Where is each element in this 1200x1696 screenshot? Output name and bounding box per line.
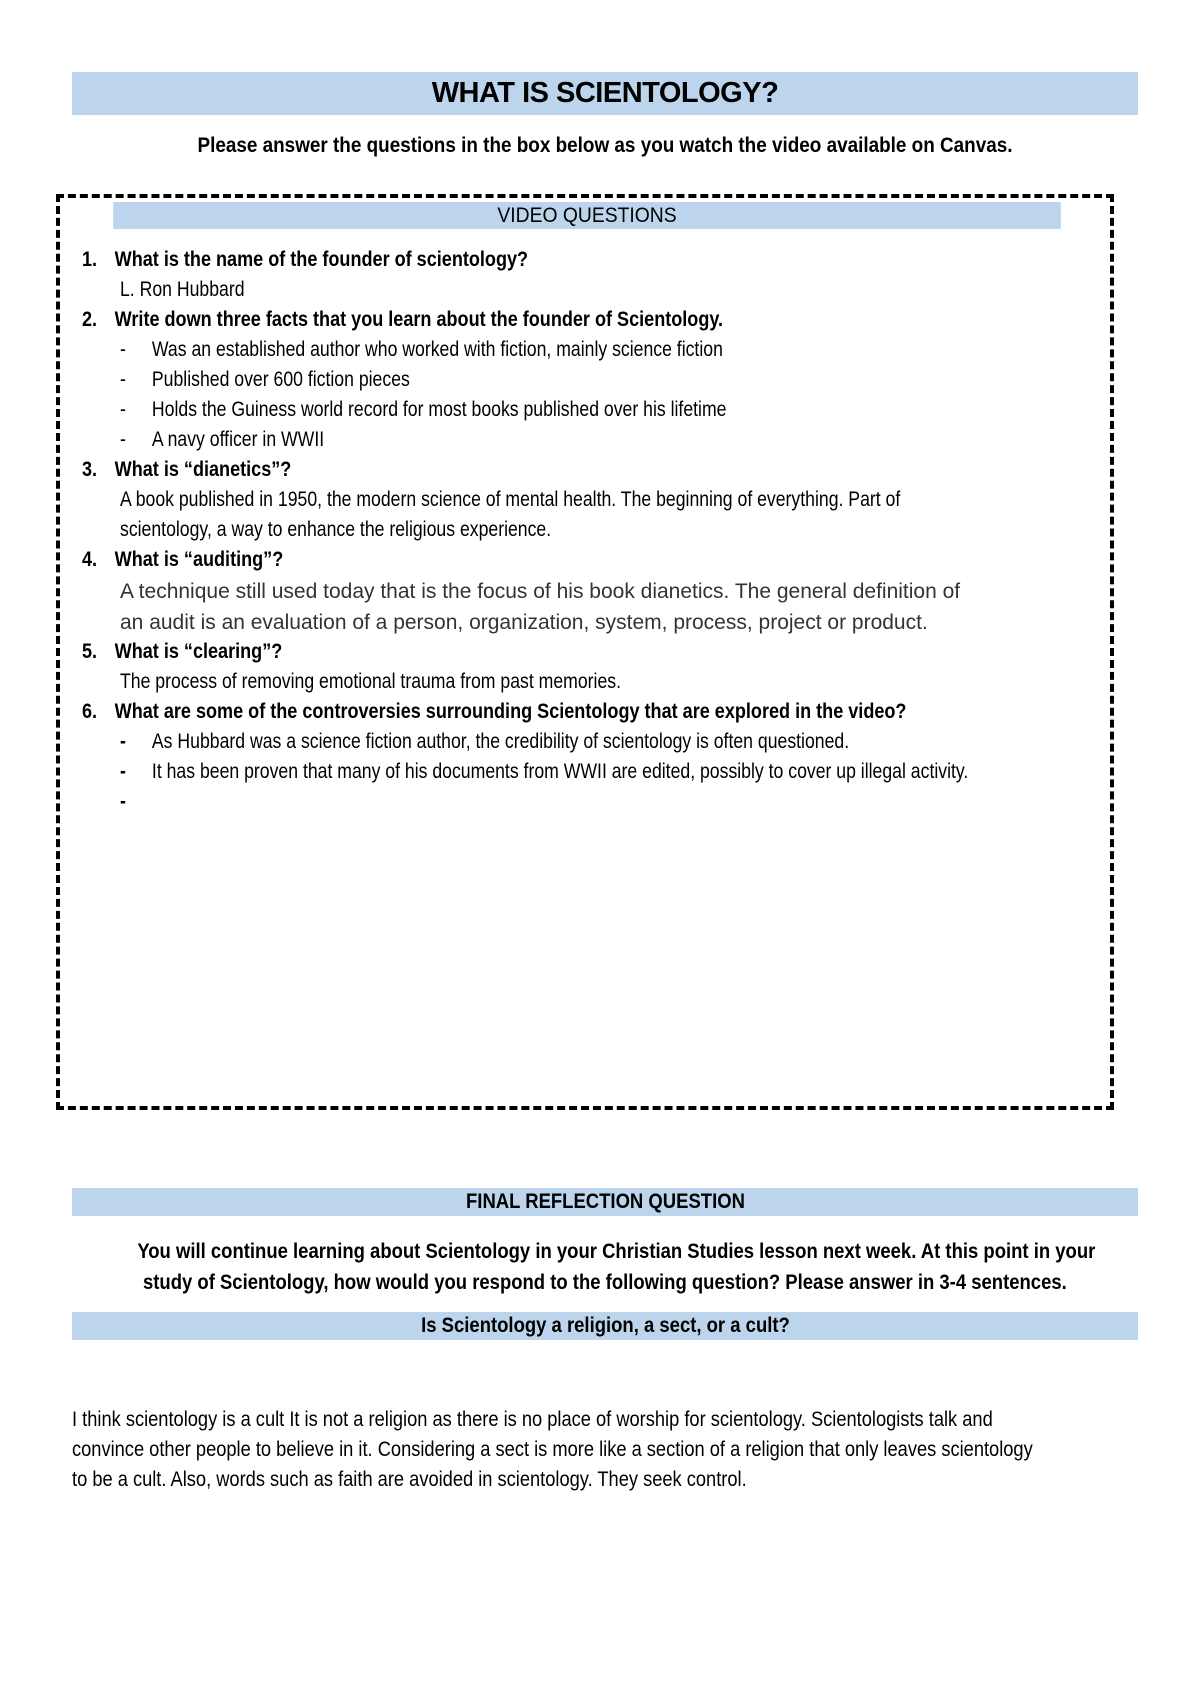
prompt-line: You will continue learning about Scientology in your Christian Studies lesson next week. At this point in your <box>137 1240 1096 1263</box>
question-number: 1. <box>82 248 98 271</box>
instruction-text: Please answer the questions in the box below as you watch the video available on Canvas. <box>197 134 1013 157</box>
question-number: 3. <box>82 458 98 481</box>
bullet-marker: - <box>120 790 126 813</box>
final-reflection-prompt <box>72 1236 1138 1298</box>
answer-4-line: an audit is an evaluation of a person, organization, system, process, project or product. <box>120 611 928 634</box>
video-questions-heading: VIDEO QUESTIONS <box>113 202 1061 229</box>
answer-line: to be a cult. Also, words such as faith are avoided in scientology. They seek control. <box>72 1468 747 1491</box>
bullet-item <box>120 760 969 784</box>
question-4 <box>82 548 283 572</box>
question-number: 6. <box>82 700 98 723</box>
question-number: 2. <box>82 308 98 331</box>
question-5 <box>82 640 282 664</box>
bullet-item <box>120 338 723 362</box>
answer-3-line: A book published in 1950, the modern science of mental health. The beginning of everything. Part of <box>120 488 901 511</box>
question-number: 4. <box>82 548 98 571</box>
answer-4-line: A technique still used today that is the focus of his book dianetics. The general definition of <box>120 580 961 603</box>
reflection-question-text: Is Scientology a religion, a sect, or a cult? <box>420 1314 790 1337</box>
question-text: What is the name of the founder of scientology? <box>114 248 529 271</box>
bullet-text: As Hubbard was a science fiction author, the credibility of scientology is often questioned. <box>151 730 850 753</box>
answer-3-line: scientology, a way to enhance the religious experience. <box>120 518 552 541</box>
reflection-question <box>72 1312 1138 1340</box>
answer-5-line: The process of removing emotional trauma from past memories. <box>120 670 621 693</box>
bullet-marker: - <box>120 338 126 361</box>
question-text: What is “dianetics”? <box>114 458 292 481</box>
bullet-text: Published over 600 fiction pieces <box>151 368 410 391</box>
question-text: Write down three facts that you learn about the founder of Scientology. <box>114 308 724 331</box>
question-2 <box>82 308 723 332</box>
question-6 <box>82 700 906 724</box>
bullet-marker: - <box>120 368 126 391</box>
answer-1-line: L. Ron Hubbard <box>120 278 245 301</box>
bullet-marker: - <box>120 730 126 753</box>
bullet-item <box>120 398 727 422</box>
bullet-item <box>120 428 325 452</box>
question-text: What is “clearing”? <box>114 640 283 663</box>
bullet-item <box>120 730 850 754</box>
reflection-answer <box>72 1405 1138 1495</box>
question-3 <box>82 458 291 482</box>
bullet-item <box>120 368 410 392</box>
bullet-text: Was an established author who worked with fiction, mainly science fiction <box>151 338 723 361</box>
bullet-text: A navy officer in WWII <box>151 428 325 451</box>
answer-line: I think scientology is a cult It is not a religion as there is no place of worship for scientology. Scientologists talk and <box>72 1408 993 1431</box>
bullet-text: It has been proven that many of his documents from WWII are edited, possibly to cover up illegal activity. <box>151 760 969 783</box>
prompt-line: study of Scientology, how would you respond to the following question? Please answer in 3-4 sentences. <box>143 1271 1067 1294</box>
answer-line: convince other people to believe in it. Considering a sect is more like a section of a religion that only leaves scientology <box>72 1438 1033 1461</box>
question-number: 5. <box>82 640 98 663</box>
question-text: What are some of the controversies surrounding Scientology that are explored in the video? <box>114 700 907 723</box>
final-reflection-heading-text: FINAL REFLECTION QUESTION <box>465 1190 745 1213</box>
bullet-text: Holds the Guiness world record for most books published over his lifetime <box>151 398 727 421</box>
bullet-item <box>120 790 126 814</box>
final-reflection-heading <box>72 1188 1138 1216</box>
page-title: WHAT IS SCIENTOLOGY? <box>72 72 1138 115</box>
bullet-marker: - <box>120 398 126 421</box>
question-text: What is “auditing”? <box>114 548 284 571</box>
bullet-marker: - <box>120 428 126 451</box>
question-1 <box>82 248 528 272</box>
bullet-marker: - <box>120 760 126 783</box>
